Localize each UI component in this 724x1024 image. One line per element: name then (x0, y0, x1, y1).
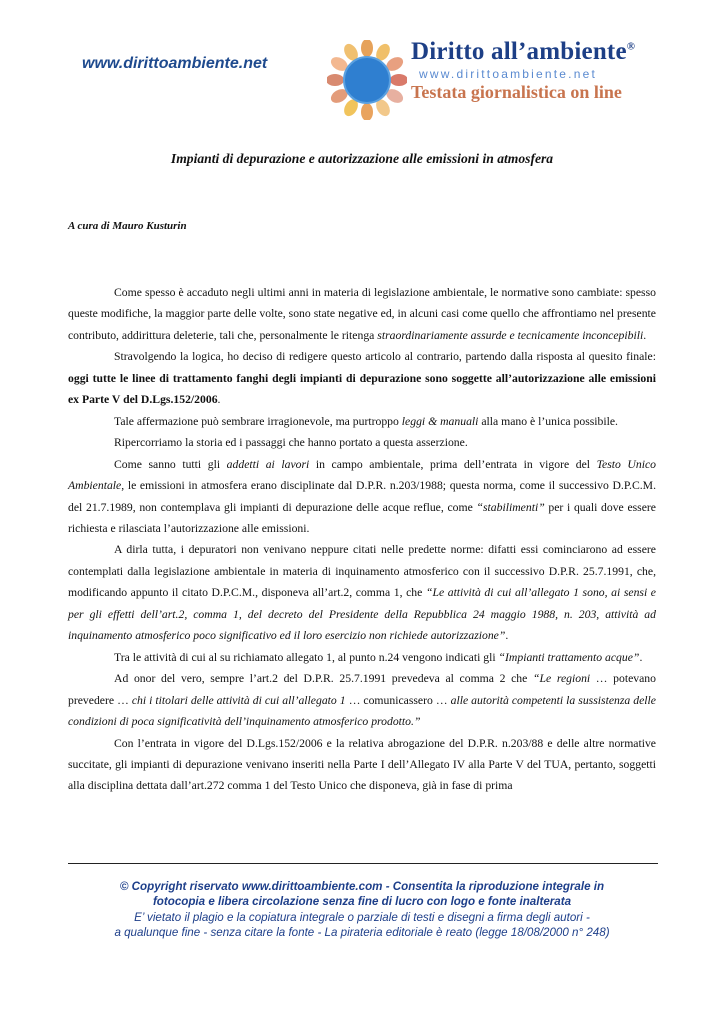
paragraph-text: alle autorità competenti la sussistenza delle condizioni di poca significatività dell’inquinamento atmosferico prodotto.” (68, 693, 656, 729)
paragraph-text: Con l’entrata in vigore del D.Lgs.152/2006 e la relativa abrogazione del D.P.R. n.203/88 e delle altre normative succitate, gli impianti di depurazione venivano inseriti nella Parte I dell’Allegato IV alla Parte V del TUA, pertanto, soggetti alla disciplina dettata dall’art.272 comma 1 del Testo Unico che disponeva, già in fase di prima (68, 736, 656, 793)
copyright-footer (60, 879, 664, 940)
paragraph-text: … potevano prevedere … (68, 672, 656, 707)
paragraph-text: Ripercorriamo la storia ed i passaggi che hanno portato a questa asserzione. (114, 436, 468, 450)
paragraph-text: Come sanno tutti gli (114, 457, 227, 471)
sun-logo-icon (327, 40, 407, 120)
paragraph-text: straordinariamente assurde e tecnicamente inconcepibili (377, 328, 644, 342)
paragraph (68, 668, 656, 732)
paragraph-text: Tra le attività di cui al su richiamato allegato 1, al punto n.24 vengono indicati gli (114, 650, 499, 664)
footer-line-3: E’ vietato il plagio e la copiatura integrale o parziale di testi e disegni a firma degli autori - (134, 910, 590, 924)
paragraph-text: Ad onor del vero, sempre l’art.2 del D.P.R. 25.7.1991 prevedeva al comma 2 che (114, 672, 533, 686)
footer-line-2: fotocopia e libera circolazione senza fine di lucro con logo e fonte inalterata (152, 895, 572, 909)
logo-tagline: Testata giornalistica on line (411, 82, 622, 102)
paragraph-text: “stabilimenti” (476, 500, 545, 514)
paragraph-text: … comunicassero … (345, 693, 451, 707)
paragraph-text: leggi & manuali (401, 414, 479, 428)
paragraph-text: alla mano è l’unica possibile. (478, 414, 618, 428)
paragraph-text: per i quali dove essere richiesta e rilasciata l’autorizzazione alle emissioni. (68, 500, 656, 535)
footer-line-1: © Copyright riservato www.dirittoambiente.com - Consentita la riproduzione integrale in (119, 880, 605, 893)
paragraph (68, 432, 656, 453)
site-url: www.dirittoambiente.net (82, 55, 268, 72)
paragraph-text: . (639, 650, 643, 664)
paragraph-text: “Impianti trattamento acque” (498, 650, 640, 664)
paragraph (68, 346, 656, 410)
paragraph (68, 733, 656, 797)
article-body (68, 282, 656, 797)
paragraph (68, 647, 656, 668)
paragraph (68, 454, 656, 540)
paragraph-text: . (505, 629, 509, 643)
paragraph (68, 282, 656, 346)
footer-divider (68, 863, 658, 864)
paragraph-text: in campo ambientale, prima dell’entrata in vigore del (309, 457, 597, 471)
document-author: A cura di Mauro Kusturin (68, 220, 187, 232)
registered-mark: ® (626, 40, 636, 53)
document-title: Impianti di depurazione e autorizzazione alle emissioni in atmosfera (170, 151, 554, 166)
paragraph (68, 539, 656, 646)
paragraph-text: addetti ai lavori (226, 457, 310, 471)
paragraph-text: . (217, 393, 221, 407)
paragraph-text: Stravolgendo la logica, ho deciso di redigere questo articolo al contrario, partendo dalla risposta al quesito finale: (114, 350, 656, 364)
paragraph (68, 411, 656, 432)
paragraph-text: “Le attività di cui all’allegato 1 sono, ai sensi e per gli effetti dell’art.2, comma 1, del decreto del Presidente della Repubblica 24 maggio 1988, n. 203, attività ad inquinamento atmosferico poco significativo ed il loro esercizio non richiede autorizzazione” (68, 586, 656, 643)
paragraph-text: , le emissioni in atmosfera erano disciplinate dal D.P.R. n.203/1988; questa norma, come il successivo D.P.C.M. del 21.7.1989, non contemplava gli impianti di depurazione delle acque reflue, come (68, 479, 656, 514)
paragraph-text: oggi tutte le linee di trattamento fanghi degli impianti di depurazione sono soggette all’autorizzazione alle emissioni ex Parte V del D.Lgs.152/2006 (68, 371, 656, 407)
footer-line-4: a qualunque fine - senza citare la fonte - La pirateria editoriale è reato (legge 18/08/2000 n° 248) (114, 925, 610, 939)
logo-url: www.dirittoambiente.net (419, 67, 597, 81)
logo-title-text: Diritto all’ambiente (411, 38, 627, 65)
paragraph-text: . (643, 328, 647, 342)
logo-title (411, 38, 635, 66)
paragraph-text: Come spesso è accaduto negli ultimi anni in materia di legislazione ambientale, le normative sono cambiate: spesso queste modifiche, la maggior parte delle volte, sono state negative ed, in alcuni casi come quello che affrontiamo nel presente contributo, addirittura deleterie, tali che, personalmente le ritenga (68, 286, 656, 342)
paragraph-text: chi i titolari delle attività di cui all’allegato 1 (131, 693, 346, 707)
paragraph-text: “Le regioni (532, 672, 591, 686)
paragraph-text: Testo Unico Ambientale (68, 457, 656, 493)
paragraph-text: Tale affermazione può sembrare irragionevole, ma purtroppo (114, 414, 402, 428)
paragraph-text: A dirla tutta, i depuratori non venivano neppure citati nelle predette norme: difatti essi cominciarono ad essere contemplati dalla legislazione ambientale in materia di inquinamento atmosferico con il successivo D.P.R. 25.7.1991, che, modificando appunto il citato D.P.C.M., disponeva all’art.2, comma 1, che (68, 543, 656, 600)
